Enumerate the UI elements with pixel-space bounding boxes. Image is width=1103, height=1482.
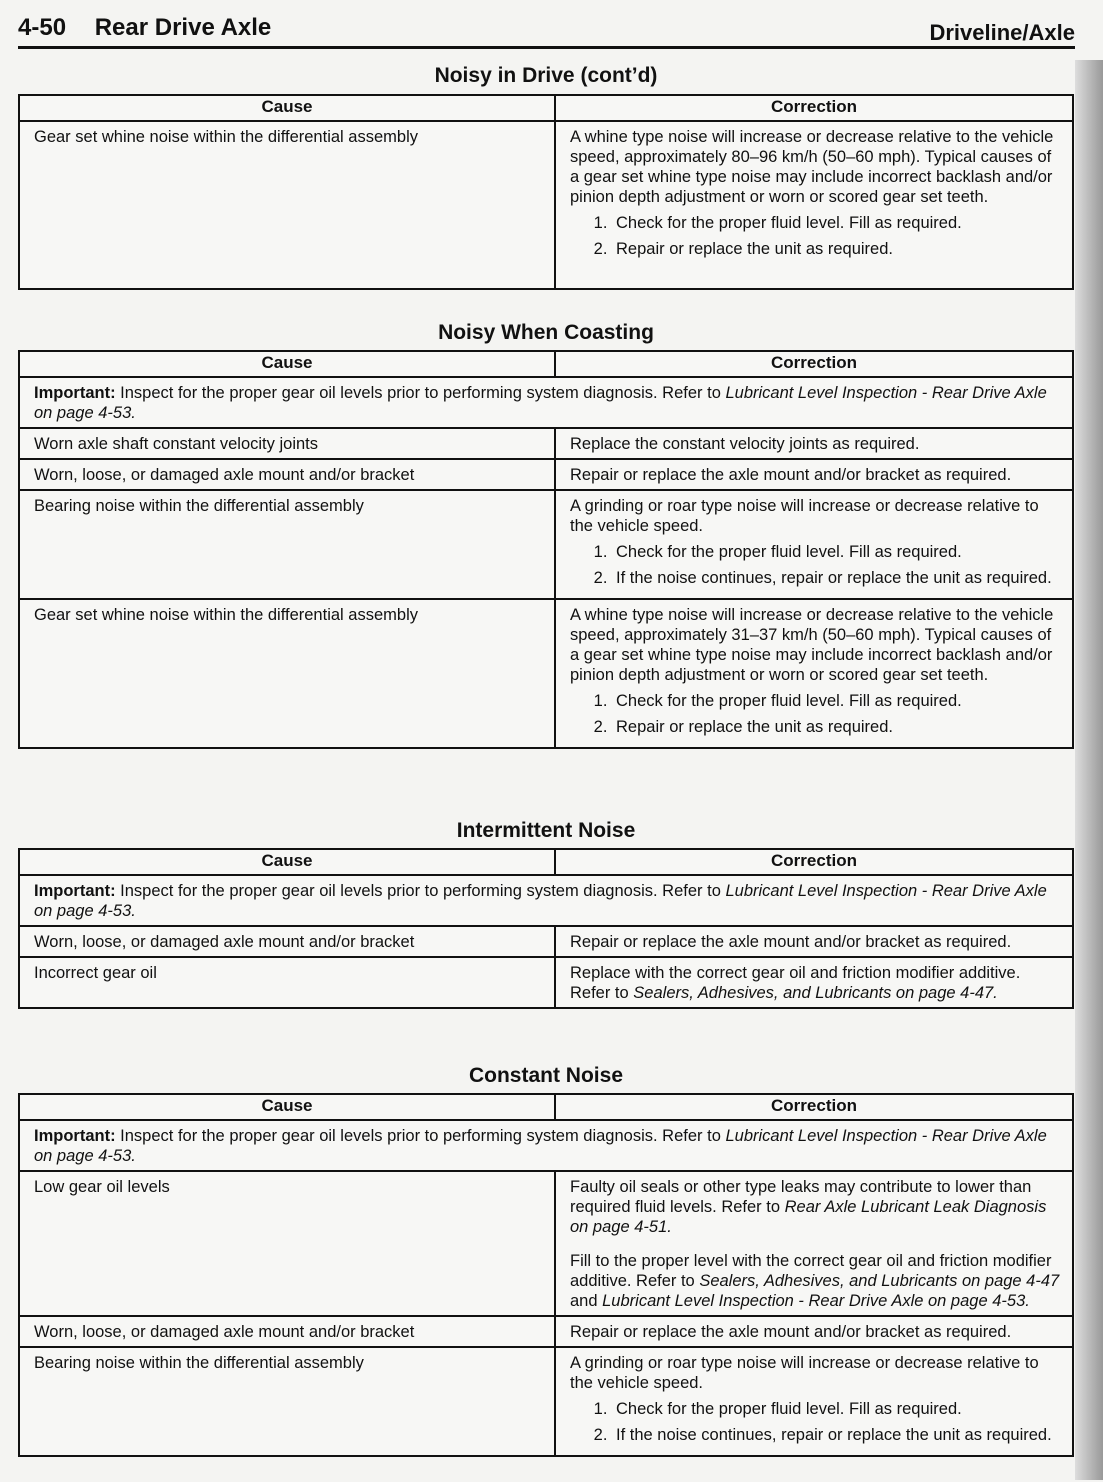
table-header-row — [19, 1094, 1073, 1120]
table-noisy-in-drive — [18, 94, 1074, 290]
correction-ref: Lubricant Level Inspection - Rear Drive Axle on page 4-53. — [602, 1292, 1030, 1310]
correction-cell: Repair or replace the axle mount and/or bracket as required. — [555, 926, 1073, 957]
table-row — [19, 428, 1073, 459]
table-row — [19, 490, 1073, 599]
steps-list — [570, 213, 1062, 259]
table-noisy-when-coasting — [18, 350, 1074, 749]
correction-text: A whine type noise will increase or decrease relative to the vehicle speed, approximately 80–96 km/h (50–60 mph). Typical causes of a gear set whine type noise may include incorrect backlash and/or pinion depth adjustment or worn or scored gear set teeth. — [570, 128, 1054, 206]
correction-text: Fill to the proper level with the correct gear oil and friction modifier additive. Refer to — [570, 1252, 1052, 1290]
table-row — [19, 1171, 1073, 1316]
correction-cell: Repair or replace the axle mount and/or bracket as required. — [555, 1316, 1073, 1347]
important-note — [19, 377, 1073, 428]
correction-cell — [555, 1347, 1073, 1456]
important-label: Important: — [34, 1127, 116, 1145]
cause-cell: Worn, loose, or damaged axle mount and/or bracket — [19, 1316, 555, 1347]
cause-cell: Bearing noise within the differential assembly — [19, 1347, 555, 1456]
step: 2. If the noise continues, repair or replace the unit as required. — [612, 568, 1062, 588]
correction-text: Faulty oil seals or other type leaks may contribute to lower than required fluid levels. Refer to — [570, 1178, 1032, 1216]
cause-header: Cause — [19, 95, 555, 121]
cause-header: Cause — [19, 1094, 555, 1120]
correction-text: A grinding or roar type noise will increase or decrease relative to the vehicle speed. — [570, 1354, 1039, 1392]
important-label: Important: — [34, 384, 116, 402]
important-ref: Lubricant Level Inspection - Rear Drive Axle on page 4-53. — [34, 882, 1047, 920]
header-left — [18, 14, 271, 42]
cause-cell: Worn, loose, or damaged axle mount and/or bracket — [19, 459, 555, 490]
page-number: 4-50 — [18, 14, 67, 41]
page-edge — [1075, 60, 1103, 1480]
important-text: Inspect for the proper gear oil levels prior to performing system diagnosis. Refer to — [120, 1127, 721, 1145]
important-text: Inspect for the proper gear oil levels prior to performing system diagnosis. Refer to — [120, 882, 721, 900]
important-row — [19, 377, 1073, 428]
correction-paragraph — [570, 1251, 1062, 1311]
step: 2. If the noise continues, repair or replace the unit as required. — [612, 1425, 1062, 1445]
important-note — [19, 875, 1073, 926]
cause-cell: Bearing noise within the differential assembly — [19, 490, 555, 599]
correction-ref: Sealers, Adhesives, and Lubricants on page 4-47. — [633, 984, 998, 1002]
correction-text: A grinding or roar type noise will increase or decrease relative to the vehicle speed. — [570, 497, 1039, 535]
correction-cell — [555, 957, 1073, 1008]
step: 2. Repair or replace the unit as required. — [612, 717, 1062, 737]
table-intermittent-noise — [18, 848, 1074, 1009]
table-header-row — [19, 95, 1073, 121]
correction-cell — [555, 121, 1073, 289]
correction-cell: Repair or replace the axle mount and/or bracket as required. — [555, 459, 1073, 490]
table-row — [19, 459, 1073, 490]
important-row — [19, 1120, 1073, 1171]
important-row — [19, 875, 1073, 926]
step: 1. Check for the proper fluid level. Fill as required. — [612, 542, 1062, 562]
page-header — [18, 12, 1075, 49]
correction-header: Correction — [555, 351, 1073, 377]
correction-text: A whine type noise will increase or decrease relative to the vehicle speed, approximately 31–37 km/h (50–60 mph). Typical causes of a gear set whine type noise may include incorrect backlash and/or pinion depth adjustment or worn or scored gear set teeth. — [570, 606, 1054, 684]
correction-header: Correction — [555, 1094, 1073, 1120]
cause-cell: Gear set whine noise within the differential assembly — [19, 599, 555, 748]
cause-cell: Low gear oil levels — [19, 1171, 555, 1316]
cause-cell: Gear set whine noise within the differential assembly — [19, 121, 555, 289]
table-row — [19, 1347, 1073, 1456]
correction-ref: Rear Axle Lubricant Leak Diagnosis on page 4-51. — [570, 1198, 1047, 1236]
section-title-noisy-in-drive: Noisy in Drive (cont’d) — [434, 64, 658, 87]
step: 1. Check for the proper fluid level. Fill as required. — [612, 1399, 1062, 1419]
section-title-constant-noise: Constant Noise — [468, 1064, 623, 1087]
table-row — [19, 121, 1073, 289]
table-row — [19, 1316, 1073, 1347]
step: 2. Repair or replace the unit as required. — [612, 239, 1062, 259]
correction-cell — [555, 1171, 1073, 1316]
correction-cell — [555, 490, 1073, 599]
correction-ref: Sealers, Adhesives, and Lubricants on page 4-47 — [699, 1272, 1060, 1290]
cause-cell: Worn axle shaft constant velocity joints — [19, 428, 555, 459]
important-note — [19, 1120, 1073, 1171]
correction-cell: Replace the constant velocity joints as required. — [555, 428, 1073, 459]
section-name: Driveline/Axle — [929, 20, 1075, 45]
step: 1. Check for the proper fluid level. Fill as required. — [612, 691, 1062, 711]
cause-cell: Worn, loose, or damaged axle mount and/or bracket — [19, 926, 555, 957]
cause-header: Cause — [19, 351, 555, 377]
table-header-row — [19, 849, 1073, 875]
table-row — [19, 599, 1073, 748]
correction-paragraph — [570, 1177, 1062, 1237]
table-row — [19, 926, 1073, 957]
correction-text: Replace with the correct gear oil and friction modifier additive. Refer to — [570, 964, 1021, 1002]
step: 1. Check for the proper fluid level. Fill as required. — [612, 213, 1062, 233]
correction-connector: and — [570, 1292, 598, 1310]
important-label: Important: — [34, 882, 116, 900]
cause-header: Cause — [19, 849, 555, 875]
important-text: Inspect for the proper gear oil levels prior to performing system diagnosis. Refer to — [120, 384, 721, 402]
correction-header: Correction — [555, 849, 1073, 875]
important-ref: Lubricant Level Inspection - Rear Drive Axle on page 4-53. — [34, 1127, 1047, 1165]
cause-cell: Incorrect gear oil — [19, 957, 555, 1008]
correction-header: Correction — [555, 95, 1073, 121]
table-row — [19, 957, 1073, 1008]
section-title-intermittent-noise: Intermittent Noise — [456, 819, 636, 842]
steps-list — [570, 691, 1062, 737]
steps-list — [570, 1399, 1062, 1445]
correction-cell — [555, 599, 1073, 748]
chapter-title: Rear Drive Axle — [94, 14, 272, 41]
steps-list — [570, 542, 1062, 588]
section-title-noisy-when-coasting: Noisy When Coasting — [438, 321, 654, 344]
important-ref: Lubricant Level Inspection - Rear Drive Axle on page 4-53. — [34, 384, 1047, 422]
table-header-row — [19, 351, 1073, 377]
table-constant-noise — [18, 1093, 1074, 1457]
